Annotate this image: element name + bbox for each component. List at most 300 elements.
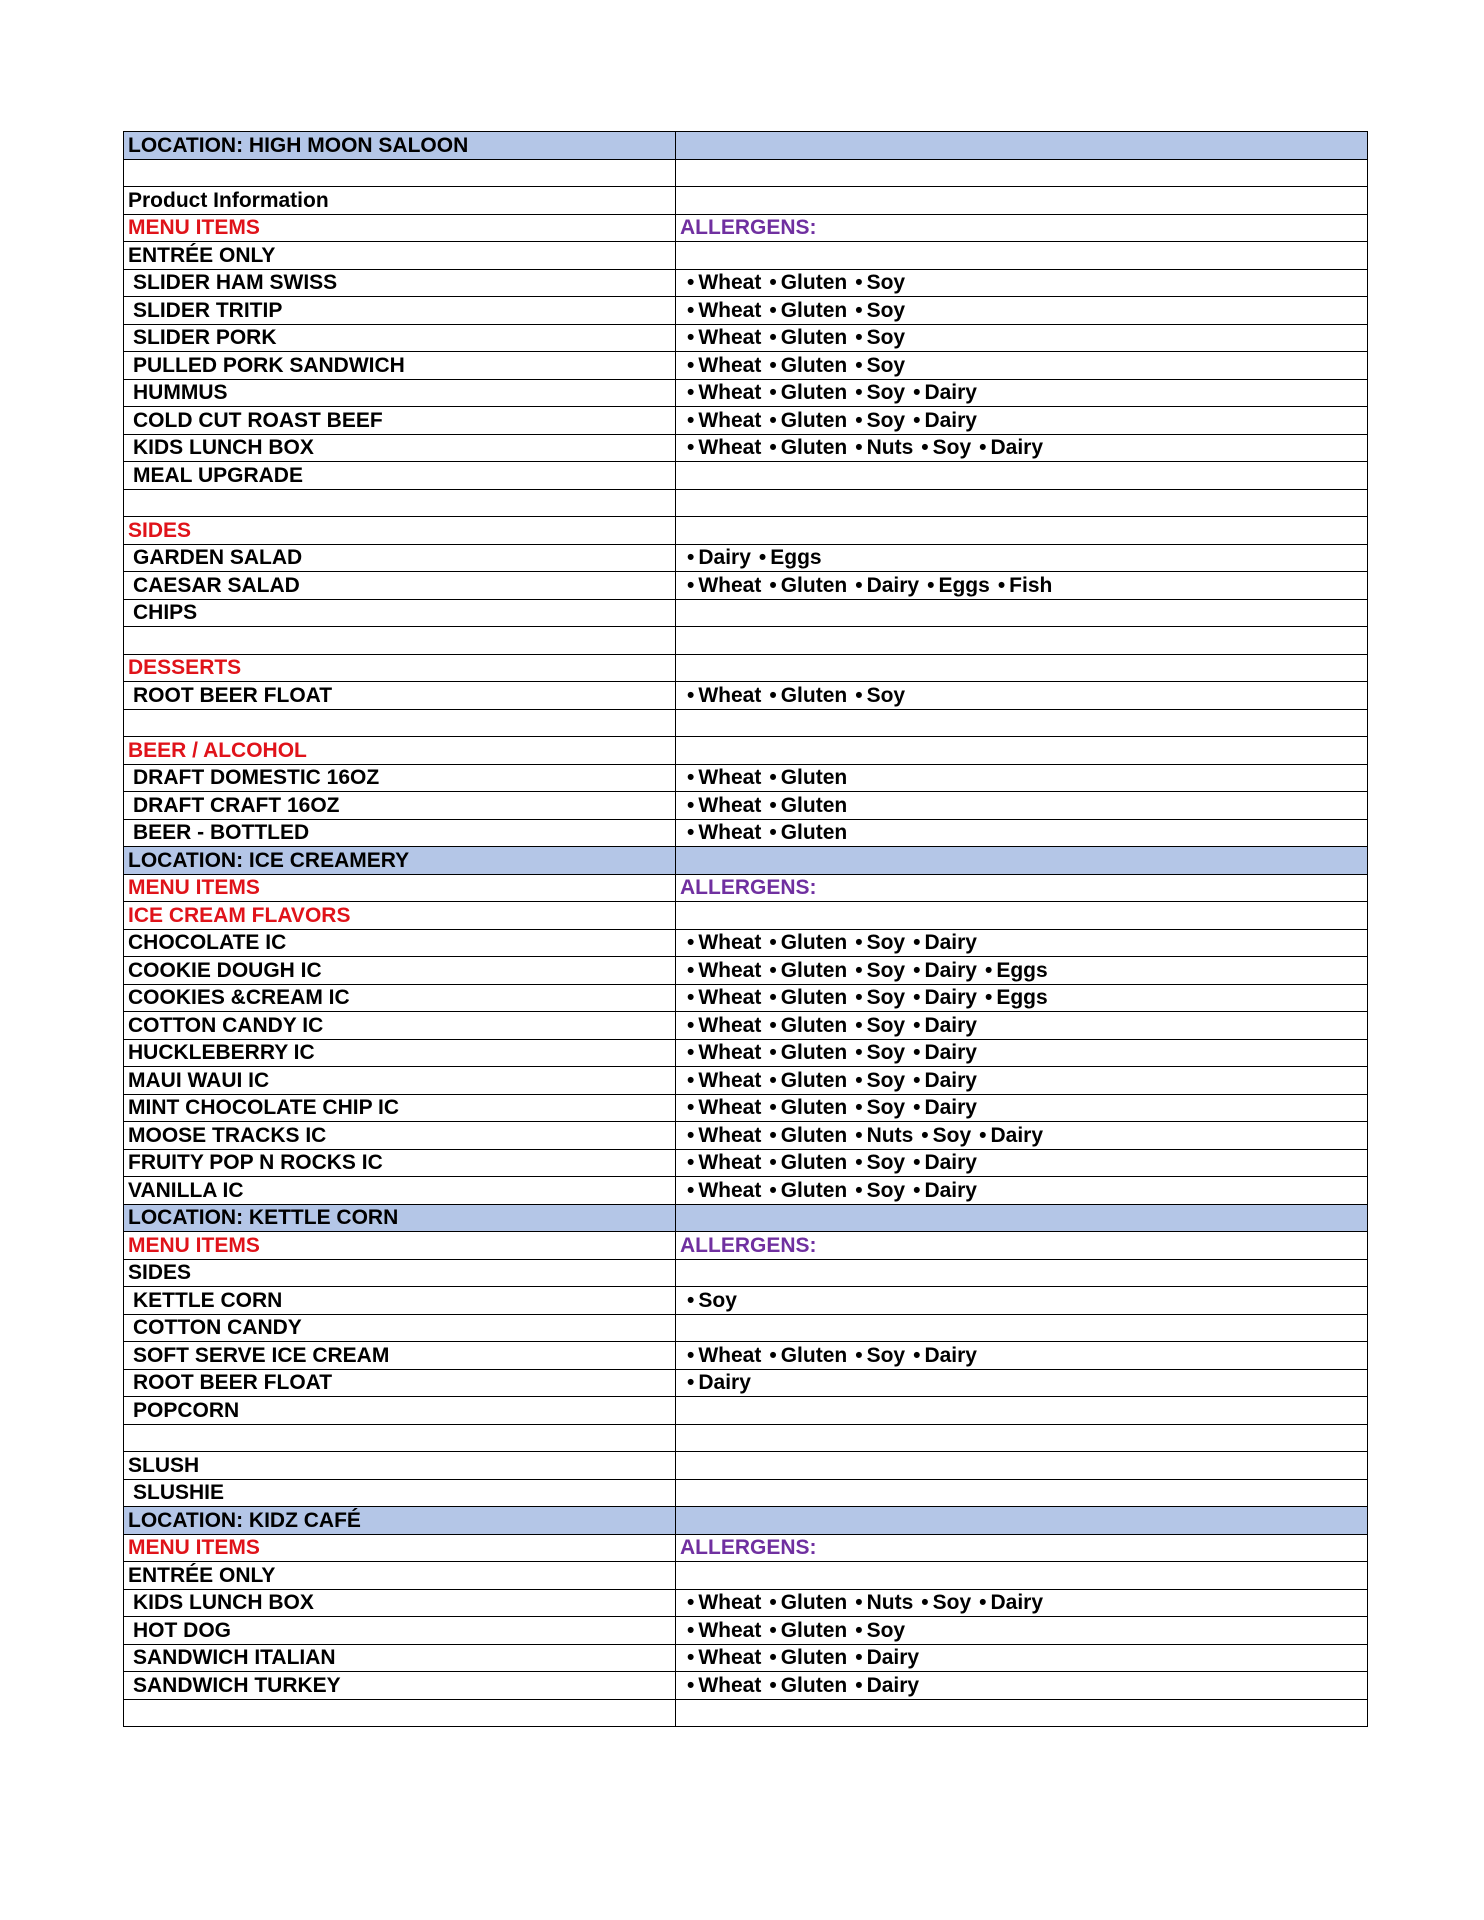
- allergen-tag: [985, 959, 1048, 982]
- bullet-icon: •: [855, 326, 863, 350]
- bullet-icon: •: [769, 1673, 777, 1697]
- bullet-icon: •: [687, 931, 695, 955]
- allergen-tag: [855, 684, 905, 707]
- allergen-label: Wheat: [698, 766, 762, 790]
- bullet-icon: •: [758, 546, 767, 570]
- allergen-label: Dairy: [924, 408, 977, 432]
- allergen-label: Soy: [866, 986, 906, 1010]
- allergen-tag: [855, 1619, 905, 1642]
- allergen-tag: [687, 1674, 761, 1697]
- bullet-icon: •: [769, 793, 777, 817]
- bullet-icon: •: [984, 958, 993, 982]
- bullet-icon: •: [855, 1068, 863, 1092]
- menu-item-row: [124, 352, 1368, 380]
- allergen-label: Gluten: [780, 353, 848, 377]
- allergen-tag: [855, 1179, 905, 1202]
- allergen-label: Wheat: [698, 1673, 762, 1697]
- allergen-tag: [921, 1124, 971, 1147]
- allergen-cell: [676, 1562, 1368, 1590]
- menu-item-name: CAESAR SALAD: [124, 572, 676, 600]
- location-title: LOCATION: KETTLE CORN: [124, 1204, 676, 1232]
- allergen-tag: [687, 546, 751, 569]
- allergen-label: Wheat: [698, 958, 762, 982]
- allergen-label: Soy: [866, 958, 906, 982]
- allergen-label: Soy: [866, 326, 906, 350]
- allergen-tag: [985, 986, 1048, 1009]
- allergen-label: Gluten: [780, 683, 848, 707]
- category-label: Product Information: [124, 187, 676, 215]
- allergen-tag: [687, 766, 761, 789]
- allergen-label: Nuts: [866, 436, 914, 460]
- bullet-icon: •: [855, 1123, 863, 1147]
- allergen-label: Soy: [932, 1123, 972, 1147]
- bullet-icon: •: [687, 1123, 695, 1147]
- menu-item-name: MINT CHOCOLATE CHIP IC: [124, 1094, 676, 1122]
- allergen-label: Dairy: [866, 1673, 920, 1697]
- allergen-tag: [769, 684, 847, 707]
- location-header-row: [124, 1204, 1368, 1232]
- allergen-label: Dairy: [924, 986, 977, 1010]
- allergen-label: Dairy: [924, 1178, 977, 1202]
- allergen-label: Dairy: [990, 1123, 1044, 1147]
- allergen-cell: [676, 242, 1368, 270]
- allergen-label: Gluten: [780, 573, 848, 597]
- bullet-icon: •: [769, 1591, 777, 1615]
- allergen-tag: [769, 409, 847, 432]
- allergen-tag: [855, 1014, 905, 1037]
- menu-item-row: [124, 269, 1368, 297]
- menu-item-row: [124, 1479, 1368, 1507]
- bullet-icon: •: [927, 573, 935, 597]
- menu-items-header-row: [124, 874, 1368, 902]
- allergen-tag: [769, 821, 847, 844]
- section-row: [124, 517, 1368, 545]
- allergen-table-body: [124, 132, 1368, 1727]
- allergen-label: Gluten: [780, 1673, 848, 1697]
- allergen-cell: [676, 1342, 1368, 1370]
- allergens-header: ALLERGENS:: [676, 214, 1368, 242]
- allergen-cell: [676, 1287, 1368, 1315]
- allergen-tag: [687, 986, 761, 1009]
- allergen-table: [123, 131, 1368, 1727]
- allergen-tag: [769, 1124, 847, 1147]
- allergen-tag: [687, 1124, 761, 1147]
- allergen-label: Dairy: [924, 1096, 977, 1120]
- allergen-cell: [676, 269, 1368, 297]
- blank-row: [124, 1699, 1368, 1727]
- allergen-label: Dairy: [924, 1151, 977, 1175]
- allergen-label: Wheat: [698, 381, 762, 405]
- menu-item-name: ROOT BEER FLOAT: [124, 682, 676, 710]
- allergen-label: Dairy: [866, 573, 920, 597]
- allergen-cell: [676, 132, 1368, 160]
- allergen-cell: [676, 599, 1368, 627]
- item-name-cell: [124, 1699, 676, 1727]
- allergen-tag: [687, 1014, 761, 1037]
- allergen-tag: [913, 381, 977, 404]
- allergen-tag: [687, 1041, 761, 1064]
- bullet-icon: •: [913, 1041, 921, 1065]
- bullet-icon: •: [687, 1068, 695, 1092]
- allergen-label: Wheat: [698, 298, 762, 322]
- menu-item-row: [124, 462, 1368, 490]
- bullet-icon: •: [855, 1343, 863, 1367]
- allergen-cell: [676, 324, 1368, 352]
- category-row: [124, 187, 1368, 215]
- allergen-label: Gluten: [780, 958, 848, 982]
- bullet-icon: •: [769, 573, 777, 597]
- allergen-tag: [979, 1124, 1043, 1147]
- menu-item-row: [124, 929, 1368, 957]
- bullet-icon: •: [687, 1646, 695, 1670]
- bullet-icon: •: [913, 1151, 921, 1175]
- allergen-label: Gluten: [780, 1343, 848, 1367]
- menu-items-header-row: [124, 214, 1368, 242]
- section-label: SIDES: [124, 517, 676, 545]
- menu-item-name: SLIDER TRITIP: [124, 297, 676, 325]
- blank-row: [124, 627, 1368, 655]
- allergen-cell: [676, 1039, 1368, 1067]
- bullet-icon: •: [913, 931, 921, 955]
- allergen-cell: [676, 654, 1368, 682]
- allergen-label: Gluten: [780, 326, 848, 350]
- allergen-label: Gluten: [780, 766, 848, 790]
- allergen-tag: [687, 354, 761, 377]
- allergen-cell: [676, 627, 1368, 655]
- allergen-tag: [855, 574, 919, 597]
- allergen-tag: [855, 1124, 913, 1147]
- allergens-header: ALLERGENS:: [676, 874, 1368, 902]
- allergen-cell: [676, 297, 1368, 325]
- menu-item-row: [124, 1369, 1368, 1397]
- allergen-label: Wheat: [698, 326, 762, 350]
- allergen-label: Wheat: [698, 436, 762, 460]
- menu-item-row: [124, 1314, 1368, 1342]
- allergen-label: Wheat: [698, 1178, 762, 1202]
- bullet-icon: •: [687, 958, 695, 982]
- allergen-tag: [769, 1619, 847, 1642]
- menu-item-name: DRAFT CRAFT 16OZ: [124, 792, 676, 820]
- allergen-tag: [769, 959, 847, 982]
- menu-item-name: COTTON CANDY: [124, 1314, 676, 1342]
- bullet-icon: •: [979, 1123, 987, 1147]
- allergen-cell: [676, 1204, 1368, 1232]
- allergen-tag: [769, 299, 847, 322]
- menu-item-name: HUMMUS: [124, 379, 676, 407]
- bullet-icon: •: [769, 1343, 777, 1367]
- allergen-label: Soy: [866, 1151, 906, 1175]
- allergen-tag: [769, 381, 847, 404]
- allergen-tag: [687, 1619, 761, 1642]
- allergen-cell: [676, 792, 1368, 820]
- menu-item-row: [124, 1287, 1368, 1315]
- allergen-label: Gluten: [780, 1096, 848, 1120]
- allergen-label: Wheat: [698, 573, 762, 597]
- section-label: DESSERTS: [124, 654, 676, 682]
- allergen-tag: [998, 574, 1053, 597]
- allergen-cell: [676, 407, 1368, 435]
- allergen-tag: [855, 436, 913, 459]
- allergen-cell: [676, 187, 1368, 215]
- allergen-tag: [979, 1591, 1043, 1614]
- menu-items-label: MENU ITEMS: [124, 1232, 676, 1260]
- menu-item-name: MEAL UPGRADE: [124, 462, 676, 490]
- allergen-tag: [687, 1289, 737, 1312]
- location-title: LOCATION: ICE CREAMERY: [124, 847, 676, 875]
- allergen-label: Wheat: [698, 1123, 762, 1147]
- allergen-tag: [913, 1069, 977, 1092]
- menu-items-header-row: [124, 1534, 1368, 1562]
- bullet-icon: •: [687, 683, 695, 707]
- allergen-tag: [769, 574, 847, 597]
- menu-item-row: [124, 1012, 1368, 1040]
- bullet-icon: •: [855, 1013, 863, 1037]
- bullet-icon: •: [769, 1068, 777, 1092]
- allergen-label: Wheat: [698, 1151, 762, 1175]
- category-label: ENTRÉE ONLY: [124, 1562, 676, 1590]
- menu-item-row: [124, 572, 1368, 600]
- menu-items-header-row: [124, 1232, 1368, 1260]
- bullet-icon: •: [855, 271, 863, 295]
- allergen-cell: [676, 929, 1368, 957]
- menu-item-name: HOT DOG: [124, 1617, 676, 1645]
- menu-item-row: [124, 984, 1368, 1012]
- allergen-label: Wheat: [698, 1646, 762, 1670]
- menu-item-row: [124, 682, 1368, 710]
- allergen-label: Gluten: [780, 381, 848, 405]
- allergen-label: Eggs: [996, 986, 1048, 1010]
- allergen-label: Soy: [866, 1068, 906, 1092]
- bullet-icon: •: [687, 1013, 695, 1037]
- allergen-tag: [687, 1151, 761, 1174]
- allergen-label: Wheat: [698, 1041, 762, 1065]
- menu-item-row: [124, 1342, 1368, 1370]
- allergen-label: Dairy: [924, 1068, 977, 1092]
- allergen-tag: [769, 1344, 847, 1367]
- allergen-tag: [769, 326, 847, 349]
- allergen-tag: [769, 1096, 847, 1119]
- section-row: [124, 654, 1368, 682]
- allergen-tag: [855, 931, 905, 954]
- allergen-label: Wheat: [698, 1618, 762, 1642]
- allergen-tag: [855, 959, 905, 982]
- allergen-tag: [687, 931, 761, 954]
- allergen-tag: [759, 546, 822, 569]
- allergen-label: Wheat: [698, 1591, 762, 1615]
- category-row: [124, 242, 1368, 270]
- menu-item-name: DRAFT DOMESTIC 16OZ: [124, 764, 676, 792]
- allergen-label: Wheat: [698, 821, 762, 845]
- allergen-tag: [769, 1014, 847, 1037]
- allergen-label: Soy: [866, 381, 906, 405]
- blank-row: [124, 489, 1368, 517]
- allergen-cell: [676, 764, 1368, 792]
- allergen-cell: [676, 1589, 1368, 1617]
- allergens-header: ALLERGENS:: [676, 1534, 1368, 1562]
- allergen-tag: [769, 436, 847, 459]
- menu-item-name: CHOCOLATE IC: [124, 929, 676, 957]
- bullet-icon: •: [855, 436, 863, 460]
- item-name-cell: [124, 489, 676, 517]
- bullet-icon: •: [913, 1068, 921, 1092]
- allergen-tag: [855, 1069, 905, 1092]
- allergen-tag: [979, 436, 1043, 459]
- bullet-icon: •: [921, 1123, 929, 1147]
- allergen-label: Eggs: [996, 958, 1048, 982]
- bullet-icon: •: [687, 793, 695, 817]
- allergen-label: Dairy: [924, 1343, 977, 1367]
- location-header-row: [124, 847, 1368, 875]
- menu-item-row: [124, 792, 1368, 820]
- bullet-icon: •: [769, 1013, 777, 1037]
- menu-item-row: [124, 1149, 1368, 1177]
- allergen-label: Soy: [866, 1343, 906, 1367]
- allergen-label: Gluten: [780, 931, 848, 955]
- bullet-icon: •: [769, 1096, 777, 1120]
- blank-row: [124, 159, 1368, 187]
- menu-item-row: [124, 1177, 1368, 1205]
- bullet-icon: •: [855, 1673, 863, 1697]
- bullet-icon: •: [769, 1041, 777, 1065]
- allergen-label: Gluten: [780, 1178, 848, 1202]
- menu-item-row: [124, 1617, 1368, 1645]
- allergen-label: Soy: [866, 353, 906, 377]
- menu-item-name: COOKIES &CREAM IC: [124, 984, 676, 1012]
- allergen-tag: [687, 299, 761, 322]
- allergen-tag: [855, 326, 905, 349]
- allergen-tag: [769, 794, 847, 817]
- allergen-tag: [687, 1179, 761, 1202]
- location-header-row: [124, 1507, 1368, 1535]
- location-header-row: [124, 132, 1368, 160]
- allergen-tag: [913, 409, 977, 432]
- bullet-icon: •: [997, 573, 1006, 597]
- menu-items-label: MENU ITEMS: [124, 874, 676, 902]
- menu-item-row: [124, 764, 1368, 792]
- bullet-icon: •: [913, 1343, 921, 1367]
- bullet-icon: •: [687, 546, 695, 570]
- allergen-label: Gluten: [780, 821, 848, 845]
- allergen-cell: [676, 1259, 1368, 1287]
- allergen-label: Soy: [866, 1618, 906, 1642]
- bullet-icon: •: [913, 1013, 921, 1037]
- bullet-icon: •: [687, 1371, 695, 1395]
- menu-item-name: VANILLA IC: [124, 1177, 676, 1205]
- item-name-cell: [124, 627, 676, 655]
- allergen-label: Dairy: [924, 1013, 977, 1037]
- allergen-label: Nuts: [866, 1123, 914, 1147]
- menu-item-name: KETTLE CORN: [124, 1287, 676, 1315]
- allergen-tag: [855, 409, 905, 432]
- allergen-label: Wheat: [698, 986, 762, 1010]
- allergen-cell: [676, 737, 1368, 765]
- allergen-cell: [676, 1122, 1368, 1150]
- allergen-label: Wheat: [698, 353, 762, 377]
- allergen-tag: [769, 1041, 847, 1064]
- bullet-icon: •: [855, 958, 863, 982]
- allergen-tag: [687, 436, 761, 459]
- allergen-tag: [855, 1096, 905, 1119]
- blank-row: [124, 709, 1368, 737]
- allergen-cell: [676, 819, 1368, 847]
- allergen-label: Wheat: [698, 408, 762, 432]
- allergen-label: Wheat: [698, 793, 762, 817]
- allergen-label: Gluten: [780, 1013, 848, 1037]
- menu-item-name: COOKIE DOUGH IC: [124, 957, 676, 985]
- menu-item-name: GARDEN SALAD: [124, 544, 676, 572]
- bullet-icon: •: [687, 1178, 695, 1202]
- menu-item-name: ROOT BEER FLOAT: [124, 1369, 676, 1397]
- allergen-cell: [676, 1369, 1368, 1397]
- menu-item-name: MAUI WAUI IC: [124, 1067, 676, 1095]
- allergen-label: Wheat: [698, 271, 762, 295]
- allergen-label: Dairy: [924, 931, 977, 955]
- menu-item-row: [124, 599, 1368, 627]
- menu-item-name: CHIPS: [124, 599, 676, 627]
- menu-item-name: KIDS LUNCH BOX: [124, 1589, 676, 1617]
- allergen-cell: [676, 1067, 1368, 1095]
- bullet-icon: •: [687, 326, 695, 350]
- allergen-cell: [676, 572, 1368, 600]
- allergen-label: Gluten: [780, 1068, 848, 1092]
- menu-item-row: [124, 1094, 1368, 1122]
- menu-item-name: SLUSHIE: [124, 1479, 676, 1507]
- allergen-label: Gluten: [780, 1646, 848, 1670]
- allergen-label: Soy: [866, 931, 906, 955]
- menu-item-name: SLIDER PORK: [124, 324, 676, 352]
- allergen-tag: [913, 959, 977, 982]
- allergen-label: Gluten: [780, 1123, 848, 1147]
- menu-item-row: [124, 379, 1368, 407]
- allergen-tag: [687, 684, 761, 707]
- allergen-label: Dairy: [866, 1646, 920, 1670]
- allergen-tag: [855, 1344, 905, 1367]
- bullet-icon: •: [769, 298, 777, 322]
- allergen-cell: [676, 1479, 1368, 1507]
- menu-item-name: POPCORN: [124, 1397, 676, 1425]
- allergen-label: Dairy: [924, 958, 977, 982]
- allergen-tag: [769, 1151, 847, 1174]
- allergen-cell: [676, 1617, 1368, 1645]
- allergen-label: Dairy: [698, 546, 751, 570]
- category-label: SIDES: [124, 1259, 676, 1287]
- bullet-icon: •: [855, 298, 863, 322]
- category-row: [124, 1259, 1368, 1287]
- allergen-label: Wheat: [698, 1343, 762, 1367]
- bullet-icon: •: [687, 766, 695, 790]
- allergen-cell: [676, 1149, 1368, 1177]
- allergen-cell: [676, 847, 1368, 875]
- bullet-icon: •: [913, 986, 921, 1010]
- menu-item-name: BEER - BOTTLED: [124, 819, 676, 847]
- allergen-tag: [913, 986, 977, 1009]
- allergen-tag: [855, 1151, 905, 1174]
- bullet-icon: •: [855, 1096, 863, 1120]
- bullet-icon: •: [979, 436, 987, 460]
- allergen-tag: [913, 1014, 977, 1037]
- allergen-cell: [676, 709, 1368, 737]
- allergen-tag: [687, 381, 761, 404]
- allergen-label: Dairy: [990, 1591, 1044, 1615]
- allergen-tag: [687, 1371, 751, 1394]
- allergen-tag: [687, 1069, 761, 1092]
- allergen-cell: [676, 1314, 1368, 1342]
- allergen-tag: [855, 271, 905, 294]
- bullet-icon: •: [855, 1618, 863, 1642]
- menu-item-row: [124, 1397, 1368, 1425]
- bullet-icon: •: [687, 573, 695, 597]
- menu-item-name: SLIDER HAM SWISS: [124, 269, 676, 297]
